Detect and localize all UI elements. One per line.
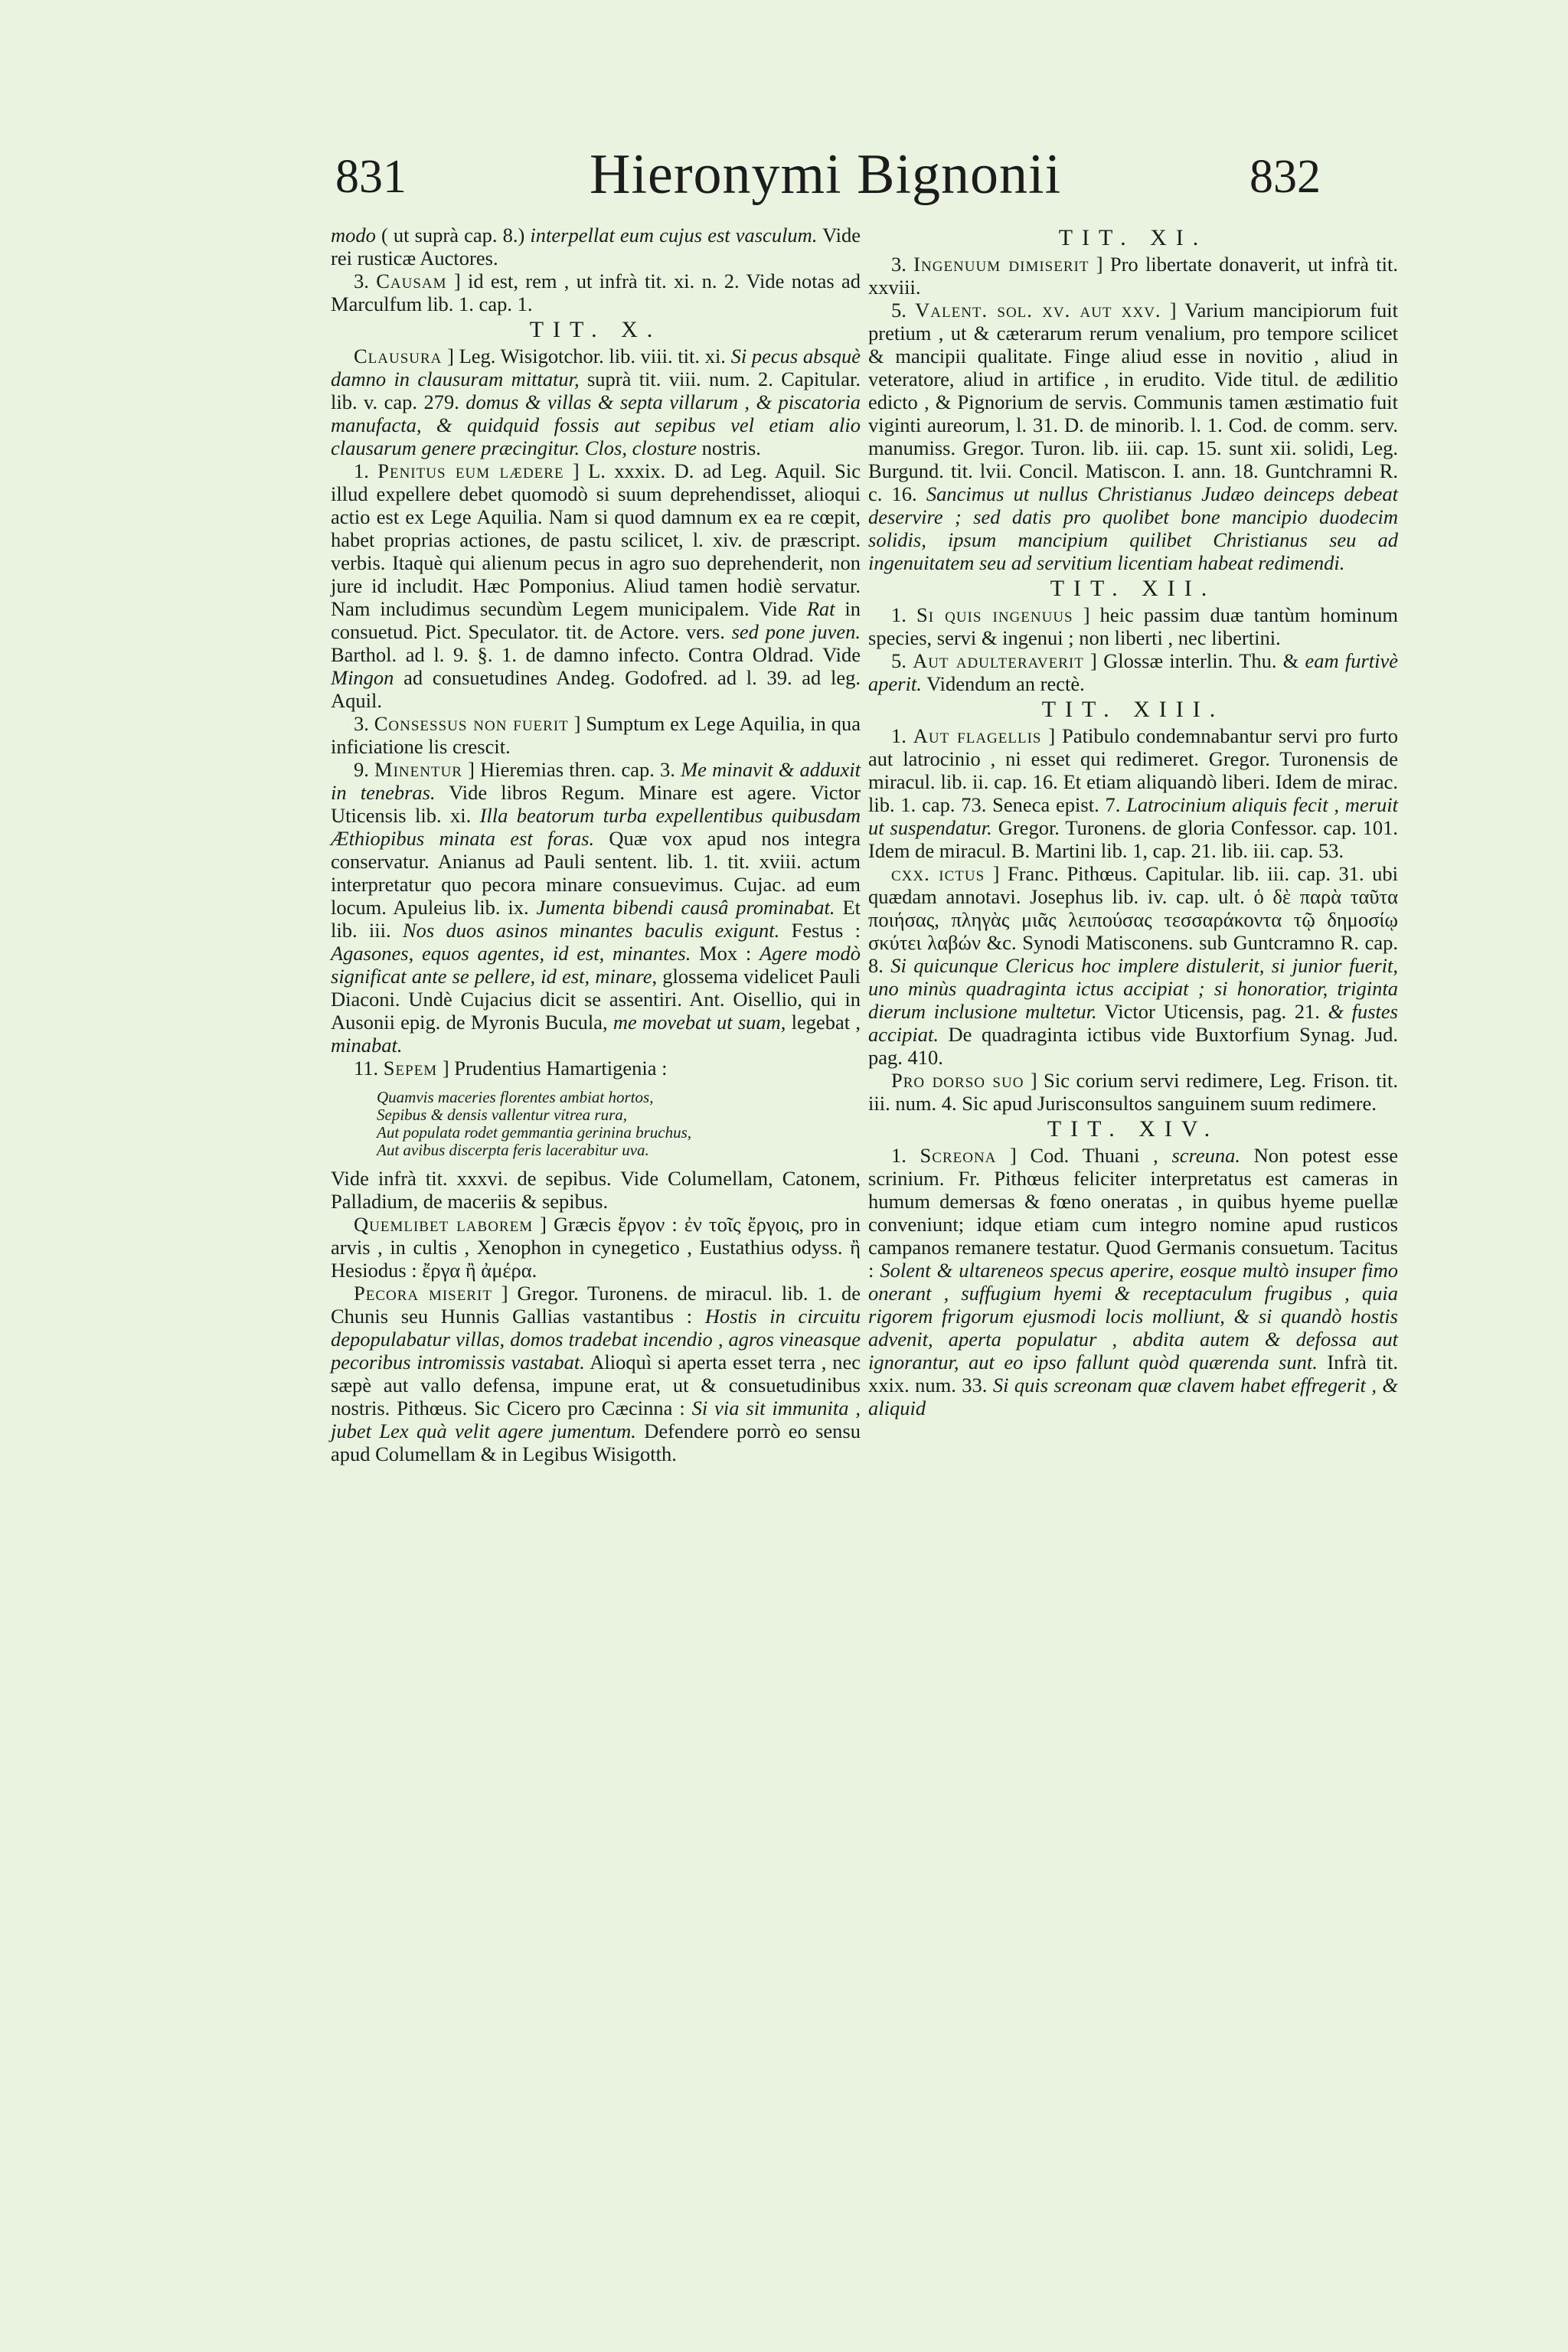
para-si-quis [868, 603, 1398, 649]
text-run: ] Leg. Wisigotchor. lib. viii. tit. xi. [442, 345, 731, 368]
italic-text: Me minavit & adduxit in tenebras. [331, 758, 861, 804]
text-run: 3. [354, 712, 374, 735]
text-run: Et lib. iii. [331, 896, 861, 942]
lemma: Valent. sol. xv. aut xxv. [915, 299, 1161, 322]
tit-xiii: TIT. XIII. [1041, 697, 1225, 722]
para-pro-dorso [868, 1069, 1398, 1115]
lemma: Screona [920, 1144, 997, 1167]
text-run: ] Franc. Pithœus. Capitular. lib. iii. cap. 31. ubi quædam annotavi. Josephus lib. iv. cap. ult. ὁ δὲ παρὰ ταῦτα ποιήσας, πληγὰς μιᾶς λειπούσας τεσσαράκοντα τῷ δημοσίῳ σκύτει λαβών &c. Synodi Matisconens. sub Guntcramno R. cap. 8. [868, 862, 1398, 977]
italic-text: Mingon [331, 666, 394, 689]
text-run: nostris. [696, 436, 761, 459]
right-column [868, 224, 1398, 1419]
italic-text: Si pecus absquè damno in clausuram mittatur, [331, 345, 861, 390]
text-run: Non potest esse scrinium. Fr. Pithœus feliciter interpretatus est cameras in humum demersas & fœno oneratas , in quibus hyeme puellæ conveniunt; idque etiam cum integro nomine apud rusticos campanos remanere testatur. Quod Germanis consuetum. Tacitus : [868, 1144, 1398, 1282]
italic-text: Hostis in circuitu depopulabatur villas, domos tradebat incendio , agros vineasque pecoribus intromissis vastabat. [331, 1305, 861, 1374]
lemma: Causam [376, 270, 447, 292]
text-run: Victor Uticensis, pag. 21. [1096, 1000, 1328, 1023]
italic-text: Si quicunque Clericus hoc implere distulerit, si junior fuerit, uno minùs quadraginta ictus accipiat ; si honoratior, triginta dierum inclusione multetur. [868, 954, 1399, 1023]
text-run: Gregor. Turonens. de gloria Confessor. cap. 101. Idem de miracul. B. Martini lib. 1, cap. 21. lib. iii. cap. 53. [868, 816, 1398, 862]
text-run: Defendere porrò eo sensu apud Columellam & in Legibus Wisigotth. [331, 1419, 861, 1465]
text-run: 9. [354, 758, 375, 781]
para-sepem [331, 1057, 861, 1080]
lemma: Pecora miserit [354, 1282, 492, 1305]
text-run: ] id est, rem , ut infrà tit. xi. n. 2. Vide notas ad Marculfum lib. 1. cap. 1. [331, 270, 861, 315]
left-page-number: 831 [335, 151, 407, 203]
text-run: ] Glossæ interlin. Thu. & [1083, 649, 1305, 672]
italic-text: Agasones, equos agentes, id est, minantes. [331, 942, 691, 965]
text-run: Mox : [691, 942, 760, 965]
text-run: 3. [891, 253, 914, 276]
italic-text: modo [331, 224, 376, 247]
para-quemlibet [331, 1213, 861, 1282]
verse-line: Quamvis maceries florentes ambiat hortos, [377, 1088, 654, 1106]
lemma: cxx. ictus [891, 862, 985, 885]
italic-text: Latrocinium aliquis fecit , meruit ut suspendatur. [868, 793, 1398, 839]
lemma: Aut flagellis [913, 724, 1042, 747]
tit-xiv: TIT. XIV. [1047, 1116, 1220, 1142]
italic-text: Rat [806, 597, 835, 620]
text-run: 1. [891, 603, 916, 626]
italic-text: & fustes accipiat. [868, 1000, 1398, 1046]
italic-text: sed pone juven. [731, 620, 861, 643]
para-aut-adulteraverit [868, 649, 1398, 695]
verse-line: Aut populata rodet gemmantia gerinina bruchus, [377, 1123, 692, 1142]
para-penitus [331, 459, 861, 712]
para-aut-flagellis [868, 724, 1398, 862]
text-run: ] Hieremias thren. cap. 3. [462, 758, 681, 781]
left-column [331, 224, 861, 1465]
text-run: Videndum an rectè. [921, 672, 1085, 695]
text-run: Infrà tit. xxix. num. 33. [868, 1351, 1399, 1396]
text-run: ] Græcis ἔργον : ἐν τοῖς ἔργοις, pro in arvis , in cultis , Xenophon in cynegetico , Eustathius odyss. ἢ Hesiodus : ἔργα ἢ ἀμέρα. [331, 1213, 861, 1282]
italic-text: Si via sit immunita , jubet Lex quà velit agere jumentum. [331, 1396, 861, 1442]
text-run: ] Sic corium servi redimere, Leg. Frison. tit. iii. num. 4. Sic apud Jurisconsultos sanguinem suum redimere. [868, 1069, 1398, 1115]
text-run: ] Pro libertate donaverit, ut infrà tit. xxviii. [868, 253, 1399, 299]
text-run: Barthol. ad l. 9. §. 1. de damno infecto. Contra Oldrad. Vide [331, 643, 861, 666]
text-run: ] Sumptum ex Lege Aquilia, in qua inficiatione lis crescit. [331, 712, 861, 758]
italic-text: Solent & ultareneos specus aperire, eosque multò insuper fimo onerant , suffugium hyemi & receptaculum frugibus , quia rigorem frigorum ejusmodi locis molliunt, & si quandò hostis advenit, aperta populatur , abdita autem & defossa aut ignorantur, aut eo ipso fallunt quòd quærenda sunt. [868, 1259, 1398, 1374]
running-header [0, 142, 1568, 211]
italic-text: Sancimus ut nullus Christianus Judæo deinceps debeat deservire ; sed datis pro quolibet bone mancipio duodecim solidis, ipsum mancipium quilibet Christianus seu ad ingenuitatem seu ad servitium licentiam habeat redimendi. [868, 482, 1399, 574]
text-run: legebat , [786, 1011, 861, 1034]
text-run: Festus : [779, 919, 861, 942]
text-run: 1. [891, 1144, 920, 1167]
text-run: ] Prudentius Hamartigenia : [437, 1057, 668, 1080]
italic-text: Si quis screonam quæ clavem habet effregerit , & aliquid [868, 1374, 1398, 1419]
lemma: Aut adulteraverit [913, 649, 1084, 672]
para-vide-infra [331, 1167, 861, 1213]
verse-line: Sepibus & densis vallentur vitrea rura, [377, 1106, 628, 1124]
para-ingenuum [868, 253, 1398, 299]
text-run: ] Patibulo condemnabantur servi pro furto aut latrocinio , ni esset qui redimeret. Gregor. Turonensis de miracul. lib. ii. cap. 16. Et etiam aliquandò liberi. Idem de mirac. lib. 1. cap. 73. Seneca epist. 7. [868, 724, 1399, 816]
italic-text: domus & villas & septa villarum , & piscatoria manufacta, & quidquid fossis aut sepibus vel etiam alio clausarum genere præcingitur. Clos, closture [331, 390, 861, 459]
text-run: Quæ vox apud nos integra conservatur. Anianus ad Pauli sentent. lib. 1. tit. xviii. actum interpretatur quo pecora minare consuevimus. Cujac. ad eum locum. Apuleius lib. ix. [331, 827, 861, 919]
lemma: Sepem [383, 1057, 438, 1080]
lemma: Penitus eum lædere [377, 459, 564, 482]
text-run: Vide libros Regum. Minare est agere. Victor Uticensis lib. xi. [331, 781, 861, 827]
text-run: Vide rei rusticæ Auctores. [331, 224, 861, 270]
italic-text: eam furtivè aperit. [868, 649, 1399, 695]
para-minentur [331, 758, 861, 1057]
italic-text: Jumenta bibendi causâ prominabat. [536, 896, 835, 919]
text-run: ] heic passim duæ tantùm hominum species, servi & ingenui ; non liberti , nec libertini. [868, 603, 1399, 649]
text-run: Vide infrà tit. xxxvi. de sepibus. Vide Columellam, Catonem, Palladium, de maceriis & sepibus. [331, 1167, 861, 1213]
italic-text: Nos duos asinos minantes baculis exigunt. [402, 919, 780, 942]
lemma: Clausura [354, 345, 443, 368]
right-page-number: 832 [1250, 151, 1321, 203]
para-modo [331, 224, 861, 270]
text-run: 11. [354, 1057, 384, 1080]
italic-text: Illa beatorum turba expellentibus quibusdam Æthiopibus minata est foras. [331, 804, 861, 850]
text-run: 3. [354, 270, 377, 292]
text-run: in consuetud. Pict. Speculator. tit. de Actore. vers. [331, 597, 861, 643]
running-title: Hieronymi Bignonii [590, 143, 1062, 206]
text-run: ( ut suprà cap. 8.) [375, 224, 531, 247]
para-clausura [331, 345, 861, 459]
para-cxx-ictus [868, 862, 1398, 1069]
text-run: ] L. xxxix. D. ad Leg. Aquil. Sic illud expellere debet quomodò si suum deprehendisset, alioqui actio est ex Lege Aquilia. Nam si quod damnum ex ea re cœpit, habet proprias actiones, de pastu scilicet, l. xiv. de præscript. verbis. Itaquè qui alienum pecus in agro suo deprehenderit, non jure id includit. Hæc Pomponius. Aliud tamen hodiè servatur. Nam includimus secundùm Legem municipalem. Vide [331, 459, 861, 620]
para-valent [868, 299, 1398, 574]
tit-x: TIT. X. [529, 317, 662, 342]
lemma: Quemlibet laborem [354, 1213, 534, 1236]
text-run: ] Gregor. Turonens. de miracul. lib. 1. de Chunis seu Hunnis Gallias vastantibus : [331, 1282, 861, 1328]
lemma: Minentur [374, 758, 462, 781]
text-run: Alioquì si aperta esset terra , nec sæpè aut vallo defensa, impune erat, ut & consuetudinibus nostris. Pithœus. Sic Cicero pro Cæcinna : [331, 1351, 861, 1419]
text-run: ] Varium mancipiorum fuit pretium , ut & cæterarum rerum venalium, pro tempore scilicet & mancipii qualitate. Finge aliud esse in novitio , aliud in veteratore, aliud in artifice , in erudito. Vide titul. de ædilitio edicto , & Pignorium de servis. Communis tamen æstimatio fuit viginti aureorum, l. 31. D. de minorib. l. 1. Cod. de comm. serv. manumiss. Gregor. Turon. lib. iii. cap. 15. sunt xii. solidi, Leg. Burgund. tit. lvii. Concil. Matiscon. I. ann. 18. Guntchramni R. c. 16. [868, 299, 1398, 505]
para-causam [331, 270, 861, 315]
tit-xi: TIT. XI. [1058, 225, 1208, 250]
text-run: suprà tit. viii. num. 2. Capitular. lib. v. cap. 279. [331, 368, 861, 413]
para-consessus [331, 712, 861, 758]
verse-prudentius [377, 1089, 861, 1159]
text-run: 5. [891, 299, 916, 322]
text-run: , glossema videlicet Pauli Diaconi. Undè Cujacius dicit se assentiri. Ant. Oisellio, qui in Ausonii epig. de Myronis Bucula, [331, 965, 861, 1034]
para-screona [868, 1144, 1398, 1419]
text-run: ] Cod. Thuani , [996, 1144, 1172, 1167]
text-run: 1. [891, 724, 913, 747]
lemma: Pro dorso suo [891, 1069, 1024, 1092]
lemma: Si quis ingenuus [916, 603, 1073, 626]
tit-xii: TIT. XII. [1050, 576, 1217, 601]
text-run: De quadraginta ictibus vide Buxtorfium Synag. Jud. pag. 410. [868, 1023, 1398, 1069]
italic-text: interpellat eum cujus est vasculum. [530, 224, 818, 247]
verse-line: Aut avibus discerpta feris lacerabitur uva. [377, 1141, 649, 1159]
italic-text: screuna. [1171, 1144, 1240, 1167]
text-run: ad consuetudines Andeg. Godofred. ad l. 39. ad leg. Aquil. [331, 666, 861, 712]
italic-text: minabat. [331, 1034, 403, 1057]
italic-text: me movebat ut suam, [612, 1011, 786, 1034]
text-run: 5. [891, 649, 913, 672]
lemma: Consessus non fuerit [374, 712, 569, 735]
para-pecora [331, 1282, 861, 1465]
italic-text: Agere modò significat ante se pellere, id est, minare [331, 942, 861, 988]
lemma: Ingenuum dimiserit [913, 253, 1089, 276]
text-run: 1. [354, 459, 378, 482]
